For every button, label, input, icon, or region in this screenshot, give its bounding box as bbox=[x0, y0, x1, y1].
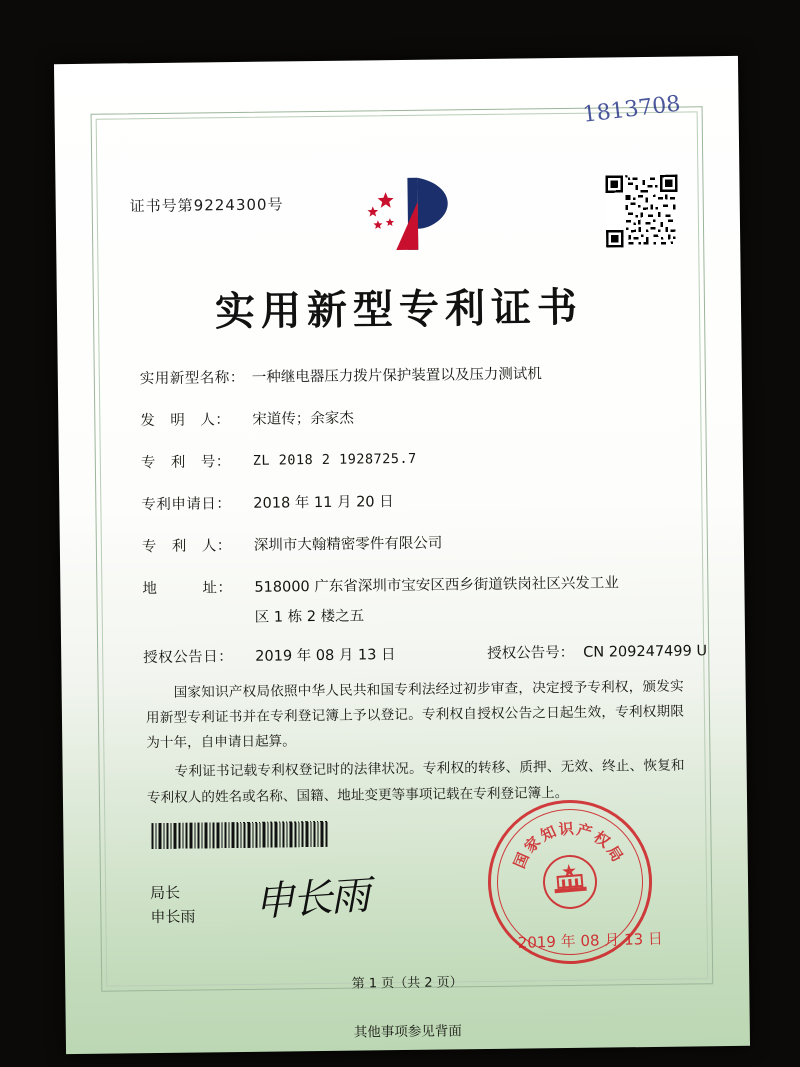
field-label: 发 明 人： bbox=[140, 412, 231, 430]
field-row-patent-number bbox=[141, 447, 683, 475]
director-title-label: 局长 bbox=[150, 883, 181, 903]
footer-note: 其他事项参见背面 bbox=[353, 1023, 462, 1041]
field-value: 2019 年 08 月 13 日 bbox=[255, 647, 396, 665]
field-label: 专 利 人： bbox=[141, 538, 232, 556]
field-row-grant bbox=[143, 642, 708, 670]
certificate-fields bbox=[139, 363, 708, 691]
field-value: 宋道传；余家杰 bbox=[252, 410, 354, 428]
field-label: 实用新型名称： bbox=[139, 369, 245, 388]
qr-code bbox=[605, 175, 678, 248]
certificate-sheet bbox=[54, 56, 750, 1054]
field-value-2: CN 209247499 U bbox=[583, 643, 708, 661]
seal-date: 2019 年 08 月 13 日 bbox=[517, 929, 663, 952]
field-row-patentee bbox=[142, 531, 684, 559]
director-labels bbox=[150, 881, 196, 930]
field-value: 518000 广东省深圳市宝安区西乡街道铁岗社区兴发工业 bbox=[254, 575, 619, 596]
field-label: 专利申请日： bbox=[141, 496, 232, 514]
field-value: 一种继电器压力拨片保护装置以及压力测试机 bbox=[251, 366, 542, 386]
certificate-number: 证书号第9224300号 bbox=[129, 195, 284, 216]
director-signature: 申长雨 bbox=[253, 872, 370, 926]
field-row-inventor bbox=[140, 405, 682, 433]
page-title: 实用新型专利证书 bbox=[214, 284, 584, 336]
field-row-filing-date bbox=[141, 489, 683, 517]
field-row-address bbox=[142, 573, 684, 601]
handwritten-number: 1813708 bbox=[581, 91, 682, 128]
field-value: 深圳市大翰精密零件有限公司 bbox=[253, 535, 443, 554]
seal-text: 国 家 知 识 产 权 局 bbox=[510, 819, 627, 871]
address-line-2: 区 1 栋 2 楼之五 bbox=[254, 608, 365, 626]
legal-paragraph-2: 专利证书记载专利权登记时的法律状况。专利权的转移、质押、无效、终止、恢复和专利权人的姓名或名称、国籍、地址变更等事项记载在专利登记簿上。 bbox=[146, 757, 685, 806]
page-indicator: 第 1 页（共 2 页） bbox=[351, 975, 463, 992]
field-label: 授权公告日： bbox=[143, 649, 234, 667]
field-label: 地 址： bbox=[142, 580, 233, 598]
cnipa-logo-icon bbox=[355, 171, 476, 258]
legal-text bbox=[146, 675, 686, 815]
field-value: 2018 年 11 月 20 日 bbox=[253, 494, 394, 512]
legal-paragraph-1: 国家知识产权局依照中华人民共和国专利法经过初步审查，决定授予专利权，颁发实用新型专利证书并在专利登记簿上予以登记。专利权自授权公告之日起生效，专利权期限为十年，自申请日起算。 bbox=[145, 678, 685, 752]
barcode bbox=[151, 821, 329, 849]
director-name-label: 申长雨 bbox=[150, 907, 196, 927]
field-label-2: 授权公告号： bbox=[487, 644, 575, 663]
field-label: 专 利 号： bbox=[140, 454, 231, 472]
field-value: ZL 2018 2 1928725.7 bbox=[252, 450, 417, 469]
